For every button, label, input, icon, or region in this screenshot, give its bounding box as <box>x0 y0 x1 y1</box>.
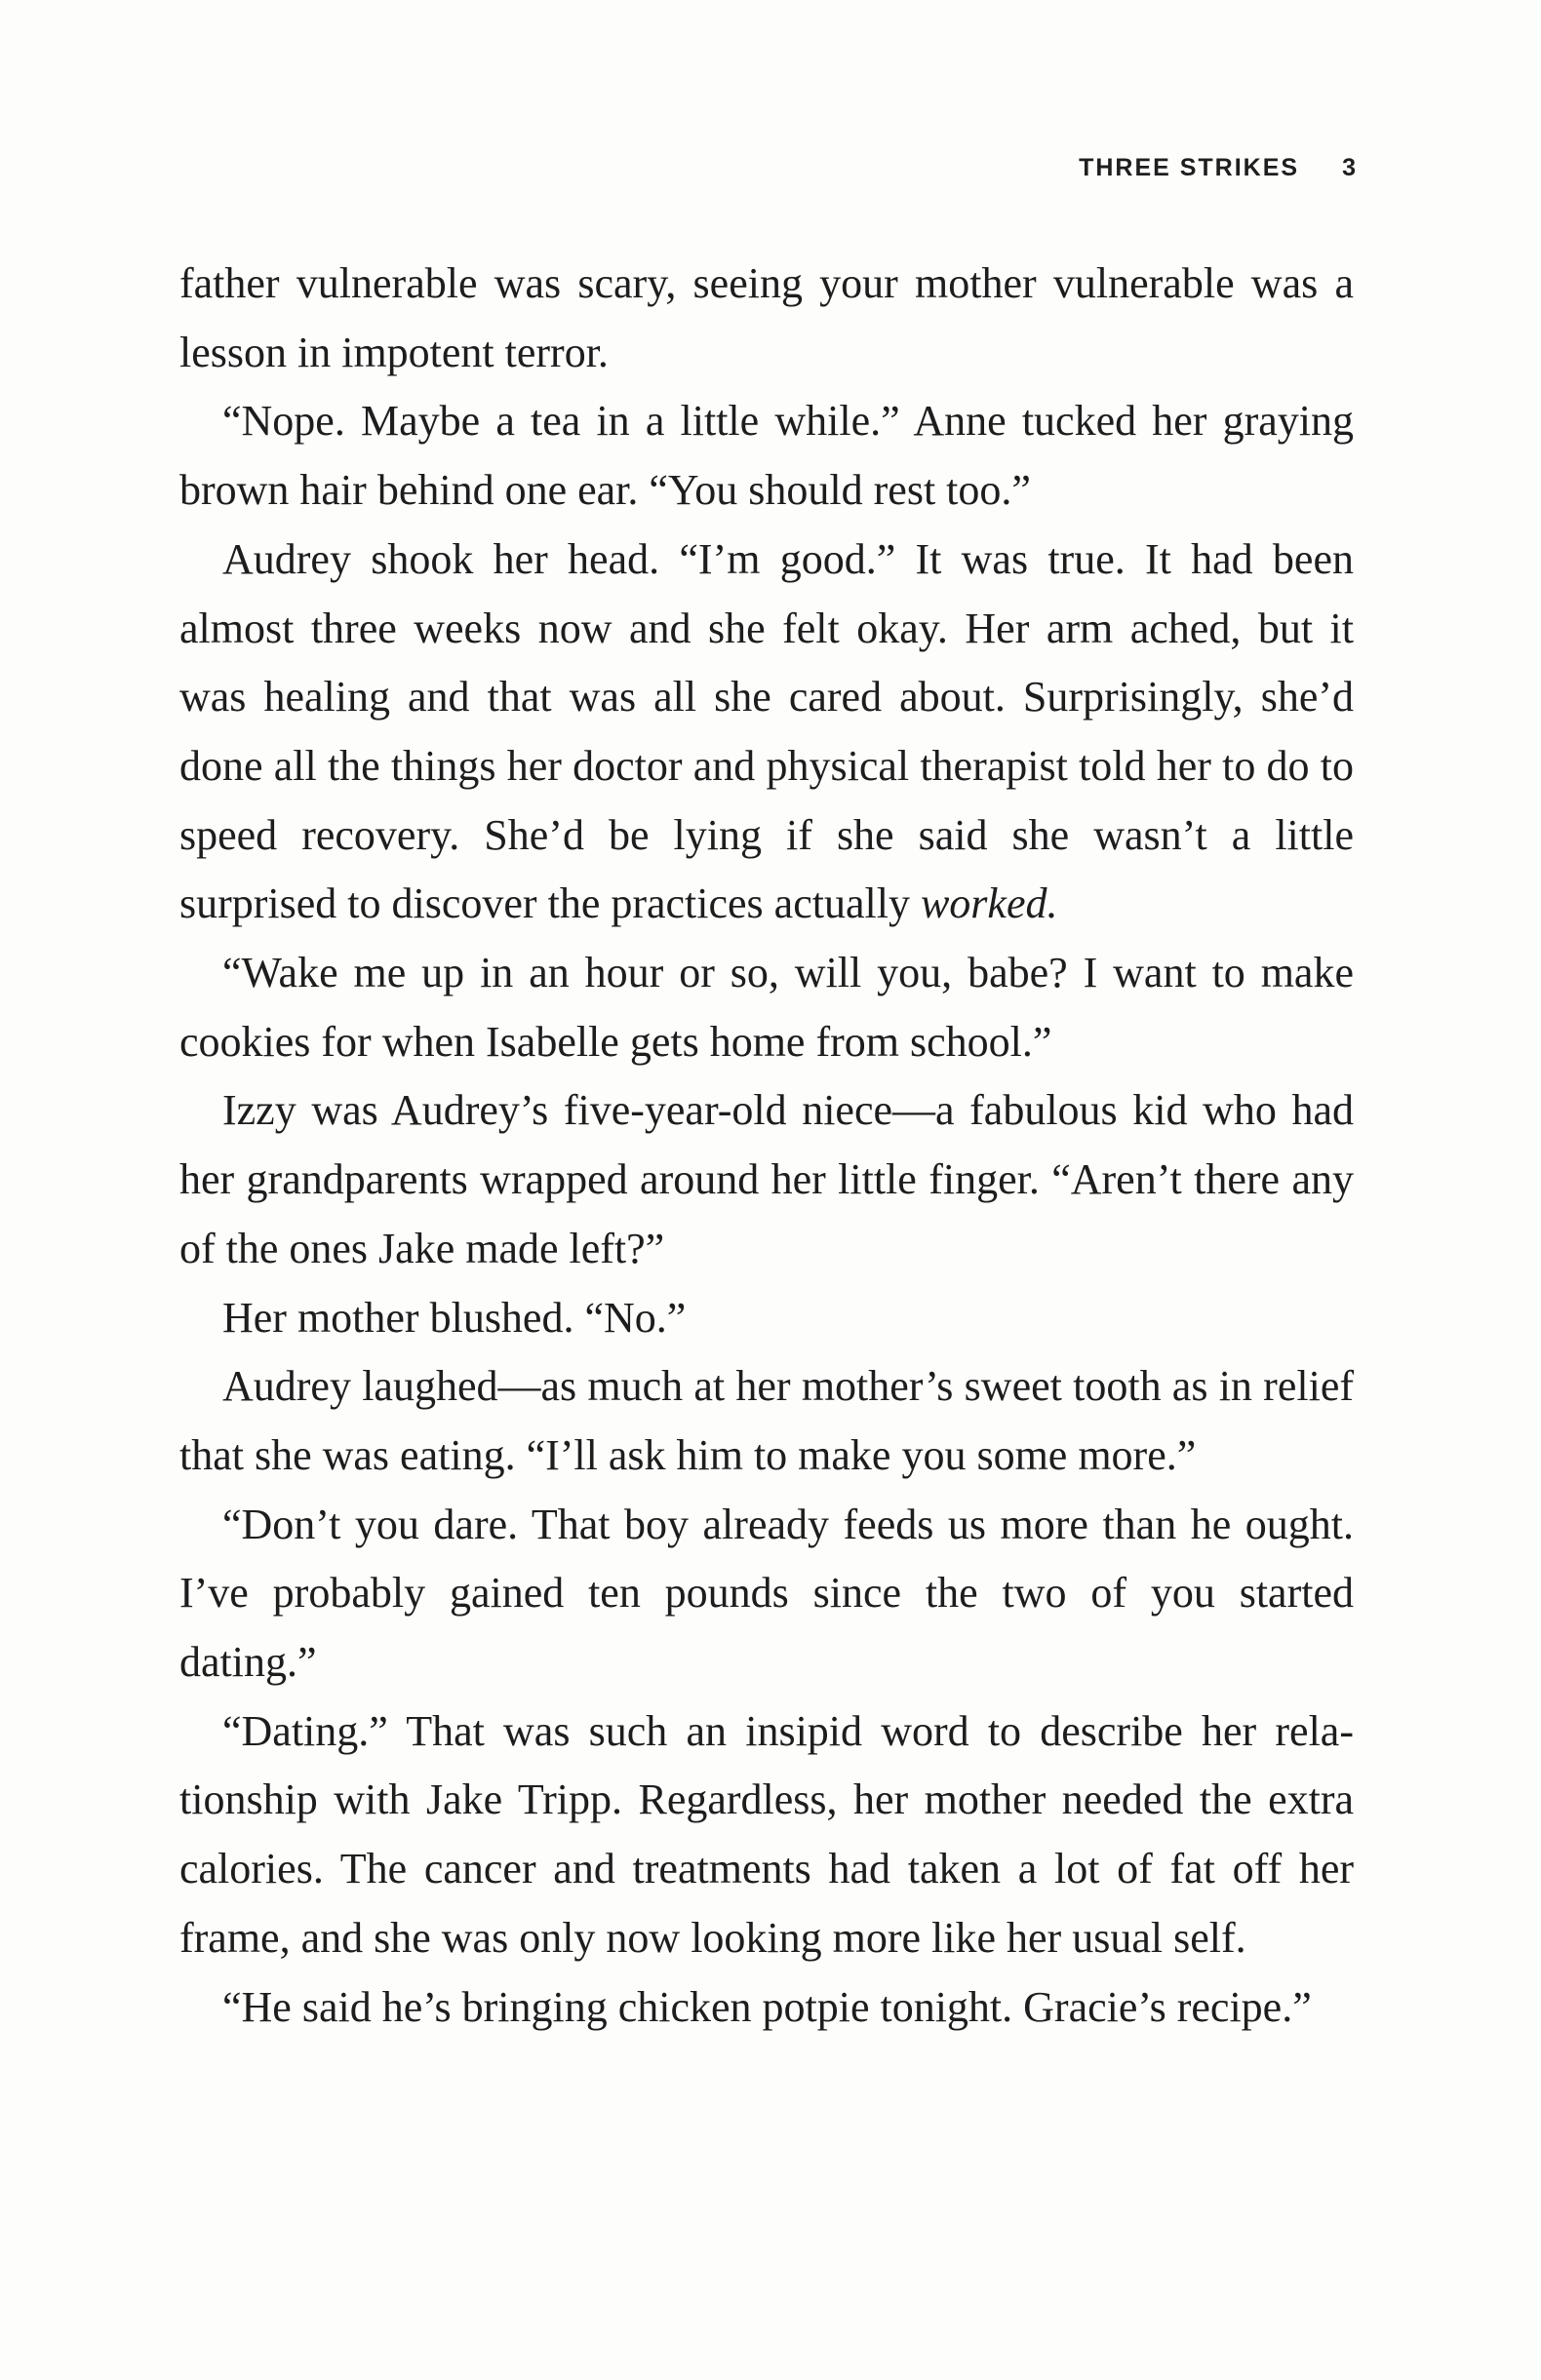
paragraph-3-emphasis: worked. <box>920 879 1058 928</box>
paragraph-10: “He said he’s bringing chicken potpie tonight. Gracie’s recipe.” <box>222 1982 1312 2031</box>
paragraph-5: Izzy was Audrey’s five-year-old niece—a fabulous kid who had her grandparents wrapped around her little finger. “Aren’t there any of the ones Jake made left?” <box>179 1086 1354 1272</box>
paragraph-4: “Wake me up in an hour or so, will you, babe? I want to make cookies for when Isabelle gets home from school.” <box>179 949 1354 1066</box>
page-number: 3 <box>1342 154 1358 181</box>
paragraph-6: Her mother blushed. “No.” <box>222 1293 687 1342</box>
running-head-title: THREE STRIKES <box>1079 154 1300 181</box>
running-head <box>1079 154 1358 182</box>
paragraph-9: “Dating.” That was such an insipid word to describe her relationship with Jake Tripp. Regardless, her mother needed the extra calories. The cancer and treatments had taken a lot of fat off her frame, and she was only now looking more like her usual self. <box>179 1706 1354 1962</box>
paragraph-8: “Don’t you dare. That boy already feeds us more than he ought. I’ve probably gained ten pounds since the two of you started dating.” <box>179 1500 1354 1687</box>
paragraph-3 <box>179 526 1354 939</box>
paragraph-3-text: Audrey shook her head. “I’m good.” It was true. It had been almost three weeks now and she felt okay. Her arm ached, but it was healing and that was all she cared about. Surprisingly, she’d done all the things her doctor and physical therapist told her to do to speed recovery. She’d be lying if she said she wasn’t a little surprised to discover the practices actually <box>179 534 1354 928</box>
paragraph-1: father vulnerable was scary, seeing your mother vulnerable was a lesson in impotent terror. <box>179 259 1354 376</box>
paragraph-2: “Nope. Maybe a tea in a little while.” Anne tucked her graying brown hair behind one ear. “You should rest too.” <box>179 397 1354 515</box>
paragraph-7: Audrey laughed—as much at her mother’s sweet tooth as in relief that she was eating. “I’ll ask him to make you some more.” <box>179 1362 1354 1479</box>
body-text <box>179 250 1354 2042</box>
